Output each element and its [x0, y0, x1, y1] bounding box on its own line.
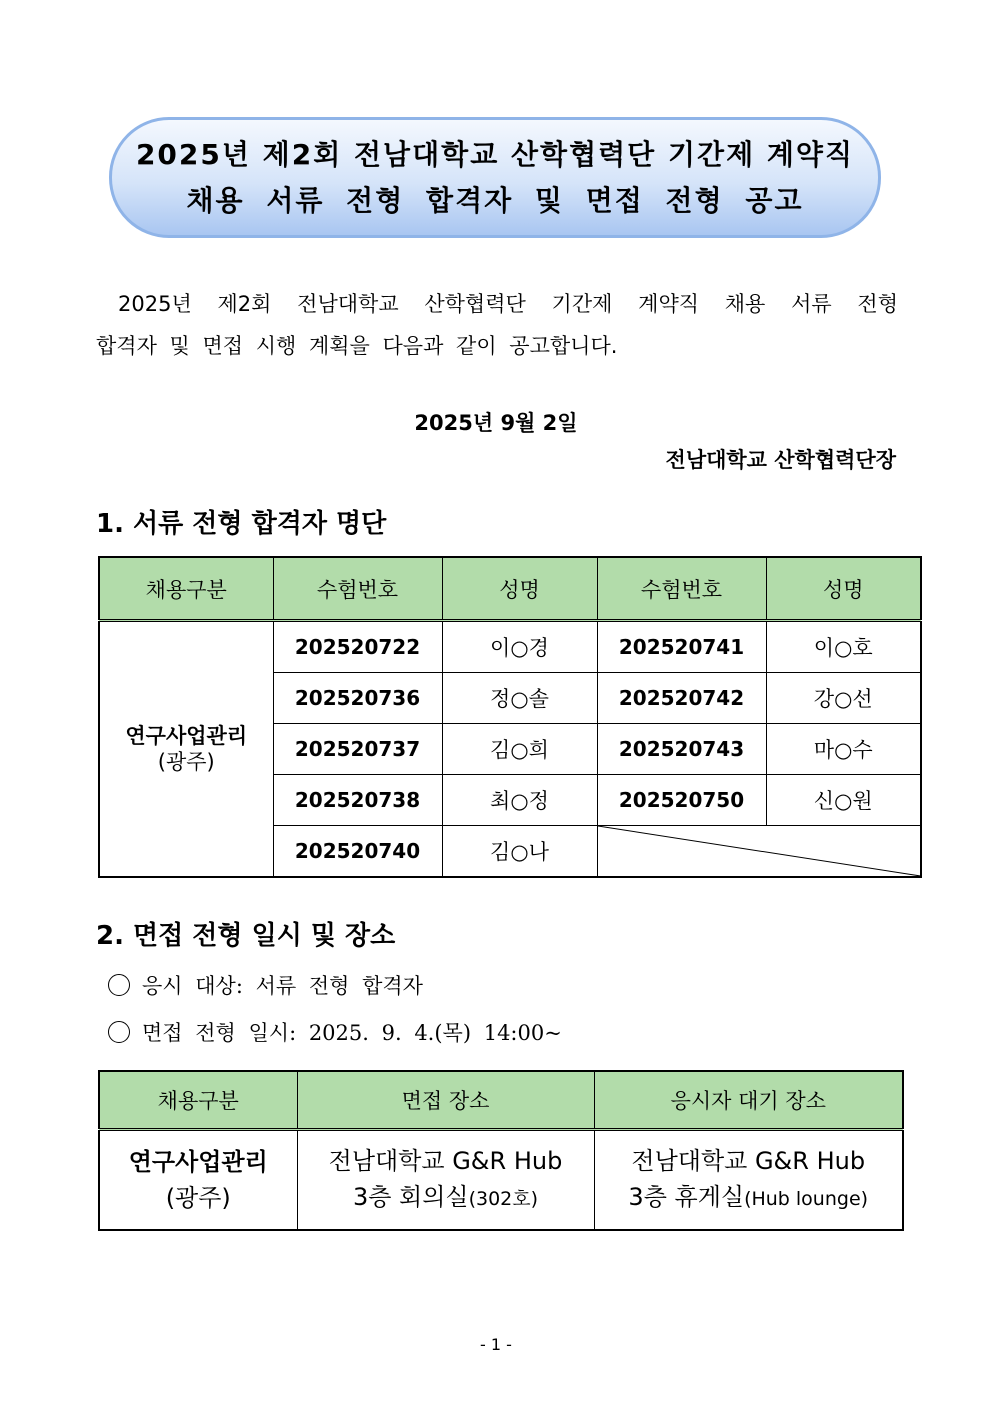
exam-number: 202520742 [597, 673, 766, 724]
category-cell [99, 621, 273, 878]
category-cell [99, 1130, 297, 1231]
exam-number: 202520736 [273, 673, 442, 724]
applicant-name: 강○선 [766, 673, 921, 724]
announcement-date: 2025년 9월 2일 [414, 411, 578, 435]
table-header-row [99, 1071, 903, 1130]
intro-word: 전남대학교 [297, 292, 399, 316]
exam-number: 202520738 [273, 775, 442, 826]
section-2-heading: 2. 면접 전형 일시 및 장소 [96, 921, 396, 951]
category-sub: (광주) [157, 750, 215, 774]
exam-number: 202520741 [597, 621, 766, 673]
bullet-target [108, 970, 423, 1000]
interview-table [98, 1070, 904, 1231]
table-row [99, 621, 921, 673]
table-header-row [99, 557, 921, 621]
intro-line-1 [96, 283, 898, 325]
page-number: - 1 - [480, 1335, 512, 1354]
venue-line-2: 3층 회의실 [352, 1183, 469, 1211]
category-main: 연구사업관리 [128, 1148, 268, 1176]
title-banner [109, 117, 881, 238]
header-exam-number: 수험번호 [597, 557, 766, 621]
circle-bullet-icon [108, 1021, 130, 1043]
intro-word: 채용 [724, 292, 766, 316]
header-name: 성명 [442, 557, 597, 621]
section-1-heading: 1. 서류 전형 합격자 명단 [96, 509, 387, 539]
applicant-name: 최○정 [442, 775, 597, 826]
bullet-datetime [108, 1017, 562, 1047]
exam-number: 202520737 [273, 724, 442, 775]
exam-number: 202520722 [273, 621, 442, 673]
intro-word: 산학협력단 [424, 292, 526, 316]
applicant-name: 이○호 [766, 621, 921, 673]
exam-number: 202520743 [597, 724, 766, 775]
header-venue: 면접 장소 [297, 1071, 594, 1130]
empty-slashed-cell [597, 826, 921, 878]
header-waiting-area: 응시자 대기 장소 [594, 1071, 903, 1130]
waiting-line-1: 전남대학교 G&R Hub [631, 1147, 866, 1175]
circle-bullet-icon [108, 974, 130, 996]
intro-word: 기간제 [551, 292, 613, 316]
intro-word: 전형 [857, 292, 898, 316]
waiting-line-2: 3층 휴게실 [628, 1183, 745, 1211]
applicant-name: 김○희 [442, 724, 597, 775]
issuer: 전남대학교 산학협력단장 [665, 448, 896, 472]
intro-word: 계약직 [638, 292, 700, 316]
venue-line-1: 전남대학교 G&R Hub [328, 1147, 563, 1175]
venue-room: (302호) [468, 1188, 539, 1210]
intro-line-2: 합격자 및 면접 시행 계획을 다음과 같이 공고합니다. [96, 334, 618, 358]
exam-number: 202520740 [273, 826, 442, 878]
applicant-name: 김○나 [442, 826, 597, 878]
exam-number: 202520750 [597, 775, 766, 826]
applicant-name: 신○원 [766, 775, 921, 826]
header-name: 성명 [766, 557, 921, 621]
header-category: 채용구분 [99, 1071, 297, 1130]
bullet-text: 면접 전형 일시: 2025. 9. 4.(목) 14:00~ [142, 1021, 562, 1045]
venue-cell [297, 1130, 594, 1231]
intro-word: 제2회 [217, 292, 272, 316]
table-row [99, 1130, 903, 1231]
intro-word: 2025년 [118, 292, 192, 316]
bullet-text: 응시 대상: 서류 전형 합격자 [142, 974, 423, 998]
category-main: 연구사업관리 [125, 724, 248, 748]
applicant-name: 정○솔 [442, 673, 597, 724]
header-exam-number: 수험번호 [273, 557, 442, 621]
header-category: 채용구분 [99, 557, 273, 621]
intro-paragraph [96, 283, 898, 367]
title-line-1: 2025년 제2회 전남대학교 산학협력단 기간제 계약직 [135, 137, 855, 171]
diagonal-line [598, 826, 921, 876]
passer-table [98, 556, 922, 878]
category-sub: (광주) [165, 1184, 231, 1212]
applicant-name: 이○경 [442, 621, 597, 673]
waiting-room: (Hub lounge) [744, 1188, 869, 1210]
intro-word: 서류 [791, 292, 832, 316]
waiting-cell [594, 1130, 903, 1231]
title-line-2: 채용 서류 전형 합격자 및 면접 전형 공고 [186, 183, 804, 217]
applicant-name: 마○수 [766, 724, 921, 775]
